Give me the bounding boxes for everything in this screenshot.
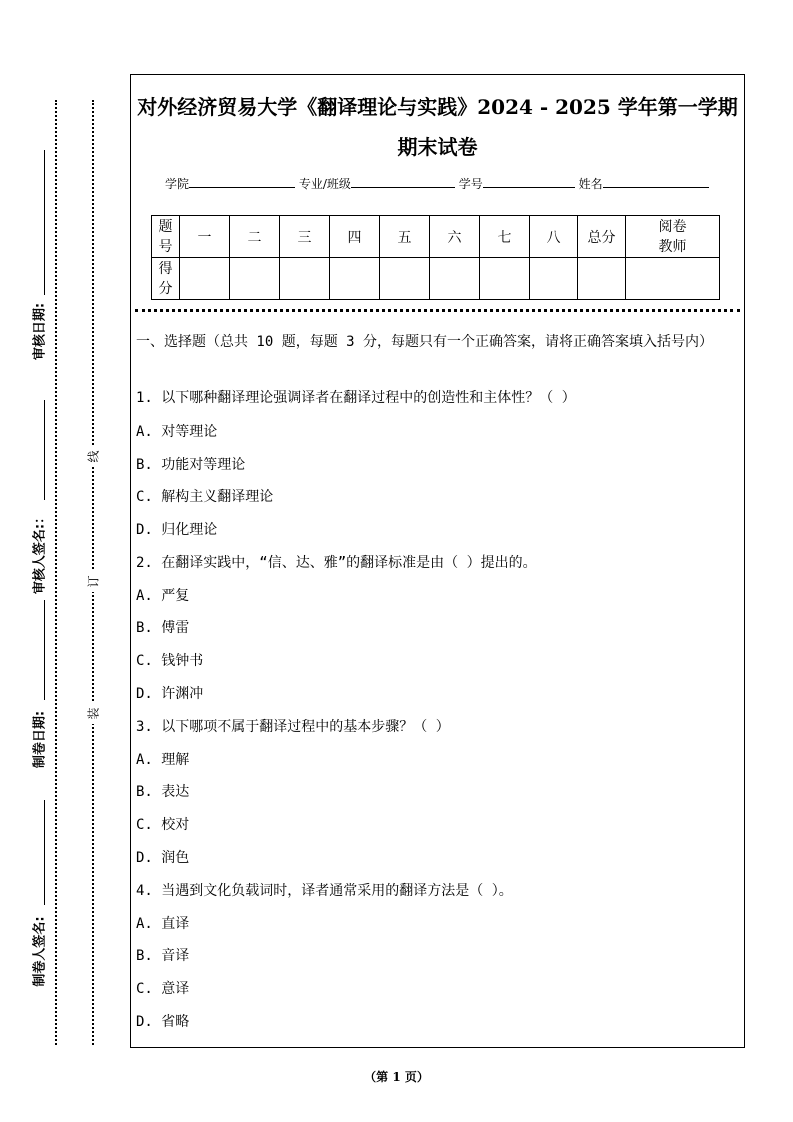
- student-info-row: [165, 175, 709, 192]
- q2-option-c: C. 钱钟书: [136, 653, 204, 669]
- section-1-heading: 一、选择题（总共 10 题，每题 3 分，每题只有一个正确答案，请将正确答案填入括号内）: [136, 334, 713, 350]
- q2-option-b: B. 傅雷: [136, 620, 190, 636]
- score-table-score-row: [152, 258, 720, 300]
- prep-date-underline: [44, 600, 45, 700]
- score-cell-7[interactable]: [480, 258, 530, 300]
- prep-date-label: 制卷日期:: [32, 710, 48, 769]
- col-2: 二: [230, 216, 280, 258]
- binding-mark-bind: 订: [86, 575, 101, 588]
- col-6: 六: [430, 216, 480, 258]
- col-8: 八: [530, 216, 578, 258]
- q1-option-a: A. 对等理论: [136, 424, 218, 440]
- major-label: 专业/班级: [298, 177, 351, 191]
- q3-option-c: C. 校对: [136, 817, 190, 833]
- prep-sign-underline: [44, 800, 45, 905]
- q1-option-c: C. 解构主义翻译理论: [136, 489, 274, 505]
- question-2: 2. 在翻译实践中，“信、达、雅”的翻译标准是由（ ）提出的。: [136, 555, 537, 571]
- name-label: 姓名: [578, 177, 603, 191]
- score-cell-2[interactable]: [230, 258, 280, 300]
- reviewer-sign-underline: [44, 400, 45, 500]
- q4-option-d: D. 省略: [136, 1014, 190, 1030]
- q3-option-d: D. 润色: [136, 850, 190, 866]
- binding-dotted-line-outer: [55, 100, 57, 1045]
- score-cell-total[interactable]: [578, 258, 626, 300]
- question-4: 4. 当遇到文化负载词时，译者通常采用的翻译方法是（ ）。: [136, 883, 513, 899]
- score-cell-8[interactable]: [530, 258, 578, 300]
- student-id-label: 学号: [458, 177, 483, 191]
- page-number: （第 1 页）: [364, 1070, 429, 1084]
- college-label: 学院: [165, 177, 190, 191]
- exam-title: 对外经济贸易大学《翻译理论与实践》2024 - 2025 学年第一学期: [137, 95, 738, 119]
- exam-subtitle: 期末试卷: [397, 135, 478, 159]
- col-5: 五: [380, 216, 430, 258]
- score-table-header-row: [152, 216, 720, 258]
- binding-mark-fold: 装: [86, 707, 101, 720]
- col-7: 七: [480, 216, 530, 258]
- q3-option-a: A. 理解: [136, 752, 190, 768]
- q4-option-a: A. 直译: [136, 916, 190, 932]
- score-cell-4[interactable]: [330, 258, 380, 300]
- score-label: 得 分: [152, 258, 180, 300]
- question-3: 3. 以下哪项不属于翻译过程中的基本步骤？（ ）: [136, 719, 450, 735]
- q4-option-b: B. 音译: [136, 948, 190, 964]
- score-cell-grader[interactable]: [626, 258, 720, 300]
- name-field[interactable]: [603, 175, 709, 188]
- q3-option-b: B. 表达: [136, 784, 190, 800]
- exam-frame: [130, 74, 745, 1048]
- college-field[interactable]: [189, 175, 295, 188]
- binding-mark-line: 线: [86, 450, 101, 463]
- col-4: 四: [330, 216, 380, 258]
- review-date-underline: [44, 150, 45, 295]
- student-id-field[interactable]: [483, 175, 575, 188]
- score-cell-5[interactable]: [380, 258, 430, 300]
- major-field[interactable]: [351, 175, 455, 188]
- score-table: [151, 215, 720, 300]
- score-cell-3[interactable]: [280, 258, 330, 300]
- review-date-label: 审核日期:: [32, 302, 48, 361]
- dotted-separator: [135, 309, 740, 312]
- q1-option-d: D. 归化理论: [136, 522, 218, 538]
- q2-option-a: A. 严复: [136, 588, 190, 604]
- prep-sign-label: 制卷人签名:: [32, 916, 48, 987]
- score-cell-1[interactable]: [180, 258, 230, 300]
- col-total: 总分: [578, 216, 626, 258]
- col-3: 三: [280, 216, 330, 258]
- q4-option-c: C. 意译: [136, 981, 190, 997]
- question-number-label: 题 号: [152, 216, 180, 258]
- score-cell-6[interactable]: [430, 258, 480, 300]
- q1-option-b: B. 功能对等理论: [136, 457, 246, 473]
- grader-label: 阅卷 教师: [626, 216, 720, 258]
- question-1: 1. 以下哪种翻译理论强调译者在翻译过程中的创造性和主体性？（ ）: [136, 390, 576, 406]
- q2-option-d: D. 许渊冲: [136, 686, 204, 702]
- reviewer-sign-label: 审核人签名:：: [32, 510, 48, 595]
- col-1: 一: [180, 216, 230, 258]
